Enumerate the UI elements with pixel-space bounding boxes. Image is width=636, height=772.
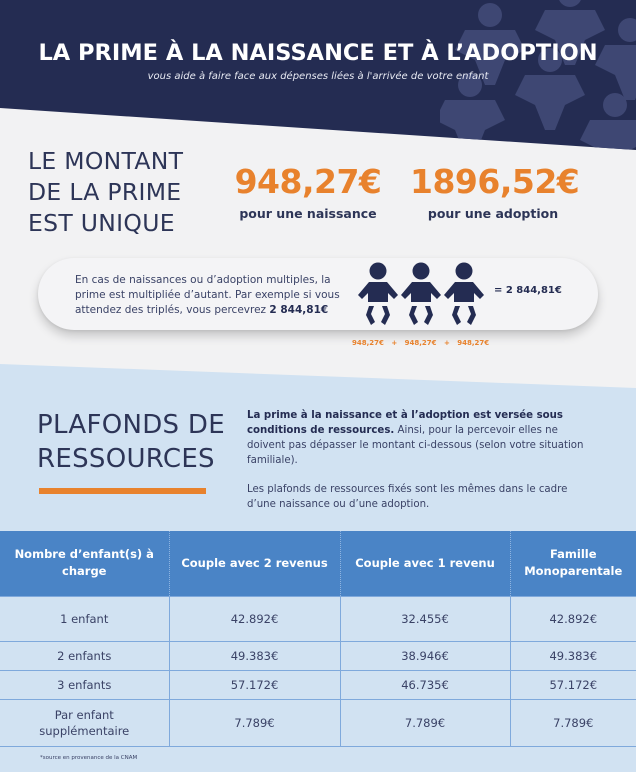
page-title: LA PRIME À LA NAISSANCE ET À L’ADOPTION (38, 40, 598, 66)
table-cell: 7.789€ (510, 699, 636, 746)
table-cell: 7.789€ (169, 699, 340, 746)
baby-icon (357, 262, 399, 326)
table-cell: 38.946€ (340, 641, 510, 670)
triplets-sum (352, 339, 494, 347)
multiple-births-text (75, 273, 355, 318)
table-cell: 7.789€ (340, 699, 510, 746)
plafonds-paragraph (247, 408, 587, 468)
montant-heading-line: DE LA PRIME (28, 178, 182, 206)
row-label: 1 enfant (0, 596, 169, 641)
amount-label: pour une adoption (427, 206, 559, 221)
amount-value: 1896,52€ (410, 162, 580, 201)
montant-heading (28, 146, 183, 239)
heading-underline (39, 488, 206, 494)
sum-operator: + (443, 339, 450, 347)
table-row (0, 641, 636, 670)
plafonds-heading-line: PLAFONDS DE (37, 410, 225, 440)
row-label: 2 enfants (0, 641, 169, 670)
table-cell: 46.735€ (340, 670, 510, 699)
montant-heading-line: LE MONTANT (28, 147, 184, 175)
column-header: Famille Monoparentale (510, 531, 636, 596)
plafonds-bold-text: La prime à la naissance et à l’adoption est versée sous conditions de ressources. (247, 410, 563, 436)
triplets-total: = 2 844,81€ (494, 285, 562, 296)
table-header-row (0, 531, 636, 596)
row-label: 3 enfants (0, 670, 169, 699)
sum-operator: + (391, 339, 398, 347)
callout-total: 2 844,81€ (269, 304, 329, 316)
column-header: Couple avec 2 revenus (169, 531, 340, 596)
page-subtitle: vous aide à faire face aux dépenses liées à l'arrivée de votre enfant (147, 71, 489, 82)
table-cell: 57.172€ (169, 670, 340, 699)
sum-part: 948,27€ (352, 339, 384, 347)
plafonds-plain-text: Ainsi, pour la percevoir elles ne doivent pas dépasser le montant ci-dessous (selon votre situation familiale). (247, 425, 584, 466)
plafonds-description (247, 408, 587, 512)
column-header: Nombre d’enfant(s) à charge (0, 531, 169, 596)
table-cell: 42.892€ (510, 596, 636, 641)
baby-icon (443, 262, 485, 326)
table-cell: 49.383€ (169, 641, 340, 670)
table-cell: 49.383€ (510, 641, 636, 670)
amount-value: 948,27€ (234, 162, 382, 201)
table-cell: 32.455€ (340, 596, 510, 641)
plafonds-heading (37, 408, 225, 476)
source-footnote: *source en provenance de la CNAM (40, 755, 138, 761)
montant-heading-line: EST UNIQUE (28, 209, 175, 237)
plafonds-paragraph: Les plafonds de ressources fixés sont les mêmes dans le cadre d’une naissance ou d’une adoption. (247, 484, 568, 510)
table-cell: 42.892€ (169, 596, 340, 641)
column-header: Couple avec 1 revenu (340, 531, 510, 596)
ressources-table (0, 531, 636, 747)
table-row (0, 699, 636, 746)
amount-label: pour une naissance (239, 206, 377, 221)
row-label: Par enfant supplémentaire (0, 699, 169, 746)
baby-icon (400, 262, 442, 326)
sum-part: 948,27€ (404, 339, 437, 347)
table-row (0, 670, 636, 699)
plafonds-heading-line: RESSOURCES (37, 444, 215, 474)
table-row (0, 596, 636, 641)
table-cell: 57.172€ (510, 670, 636, 699)
sum-part: 948,27€ (457, 339, 490, 347)
amount-naissance (232, 162, 384, 221)
amount-adoption (410, 162, 580, 221)
callout-text: En cas de naissances ou d’adoption multiples, la prime est multipliée d’autant. Par exemple si vous attendez des triplés, vous percevrez (75, 274, 340, 316)
